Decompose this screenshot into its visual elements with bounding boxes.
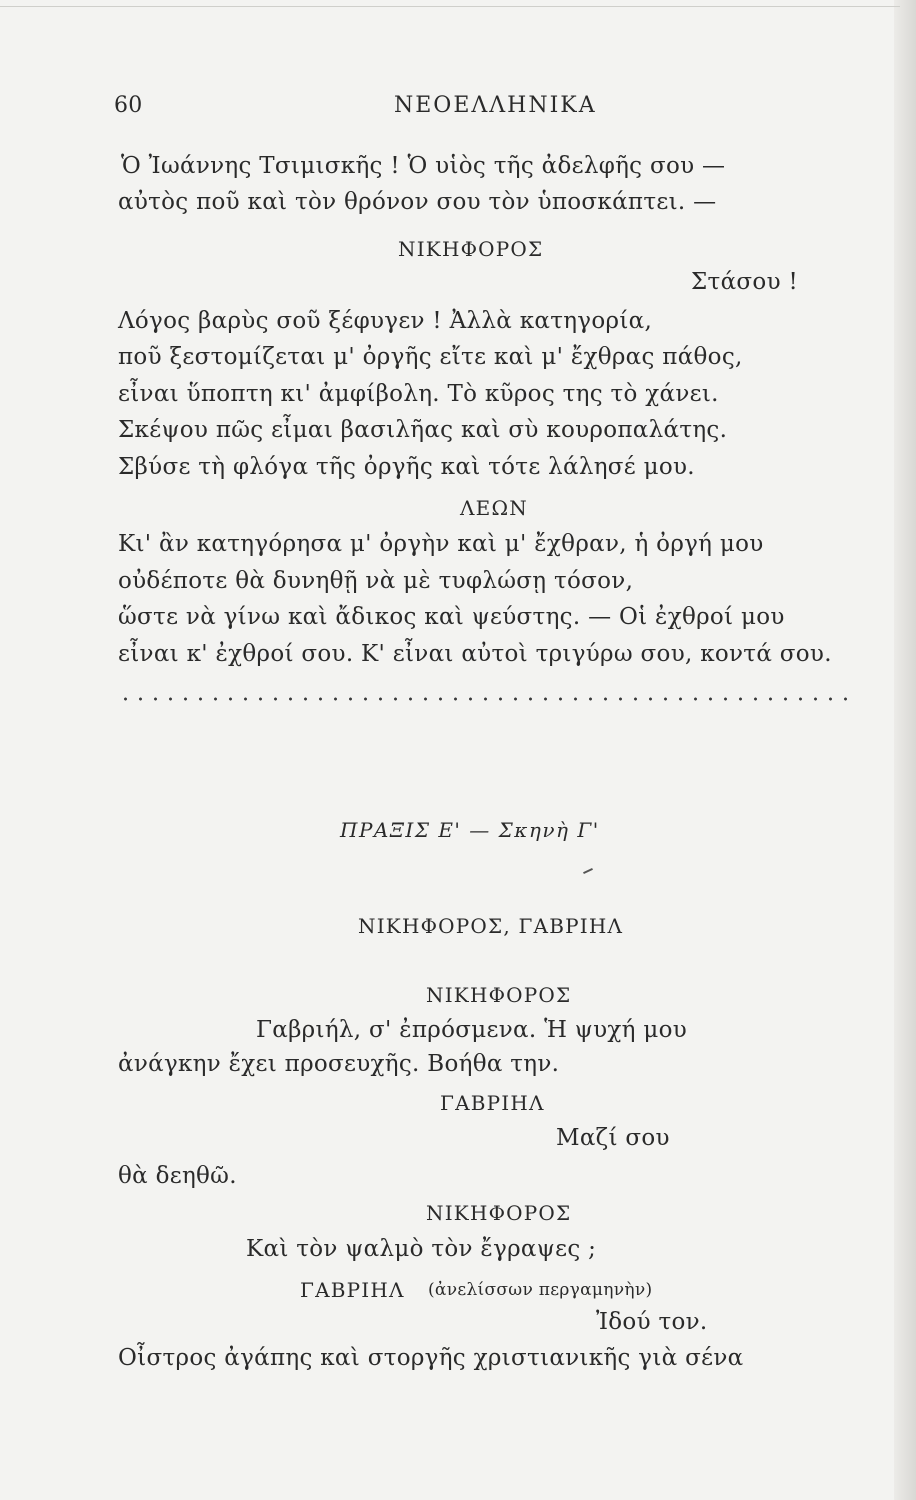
verse-line: Γαβριήλ, σ' ἐπρόσμενα. Ἡ ψυχή μου — [256, 1017, 688, 1043]
scene-characters: ΝΙΚΗΦΟΡΟΣ, ΓΑΒΡΙΗΛ — [358, 914, 624, 938]
speaker-name: ΛΕΩΝ — [460, 496, 528, 520]
dotted-separator — [118, 694, 858, 704]
verse-line: ἀνάγκην ἔχει προσευχῆς. Βοήθα την. — [118, 1051, 560, 1077]
verse-line: Οἶστρος ἀγάπης καὶ στοργῆς χριστιανικῆς γιὰ σένα — [118, 1345, 744, 1371]
verse-line: θὰ δεηθῶ. — [118, 1163, 237, 1189]
verse-line: εἶναι ὕποπτη κι' ἀμφίβολη. Τὸ κῦρος της τὸ χάνει. — [118, 381, 719, 407]
verse-line: ὥστε νὰ γίνω καὶ ἄδικος καὶ ψεύστης. — Οἱ ἐχθροί μου — [118, 604, 785, 630]
speaker-name: ΓΑΒΡΙΗΛ — [300, 1278, 405, 1302]
running-title: ΝΕΟΕΛΛΗΝΙΚΑ — [394, 93, 597, 118]
verse-line: Ὁ Ἰωάννης Τσιμισκῆς ! Ὁ υἱὸς τῆς ἀδελφῆς σου — — [121, 153, 726, 179]
verse-line: Ἰδού τον. — [596, 1309, 708, 1335]
verse-line: Μαζί σου — [556, 1125, 670, 1151]
verse-line: Λόγος βαρὺς σοῦ ξέφυγεν ! Ἀλλὰ κατηγορία, — [118, 308, 653, 334]
verse-line: Σβύσε τὴ φλόγα τῆς ὀργῆς καὶ τότε λάλησέ μου. — [118, 454, 695, 480]
speaker-name: ΝΙΚΗΦΟΡΟΣ — [426, 983, 572, 1007]
top-rule — [0, 6, 900, 7]
verse-line: εἶναι κ' ἐχθροί σου. Κ' εἶναι αὐτοὶ τριγύρω σου, κοντά σου. — [118, 641, 832, 667]
speaker-name: ΝΙΚΗΦΟΡΟΣ — [426, 1201, 572, 1225]
page-edge — [894, 0, 916, 1500]
verse-line: Σκέψου πῶς εἶμαι βασιλῆας καὶ σὺ κουροπαλάτης. — [118, 417, 728, 443]
act-scene-heading: ΠΡΑΞΙΣ Ε' — Σκηνὴ Γ' — [340, 818, 600, 842]
page-number: 60 — [114, 93, 143, 118]
verse-line: ποῦ ξεστομίζεται μ' ὀργῆς εἴτε καὶ μ' ἔχθρας πάθος, — [118, 344, 743, 370]
verse-line: Στάσου ! — [691, 269, 799, 295]
verse-line: οὐδέποτε θὰ δυνηθῇ νὰ μὲ τυφλώσῃ τόσον, — [118, 568, 634, 594]
stage-direction: (ἀνελίσσων περγαμηνὴν) — [428, 1280, 653, 1300]
verse-line: Κι' ἂν κατηγόρησα μ' ὀργὴν καὶ μ' ἔχθραν, ἡ ὀργή μου — [118, 531, 764, 557]
ink-speck — [583, 868, 593, 874]
speaker-name: ΝΙΚΗΦΟΡΟΣ — [398, 237, 544, 261]
verse-line: Καὶ τὸν ψαλμὸ τὸν ἔγραψες ; — [246, 1236, 597, 1262]
verse-line: αὐτὸς ποῦ καὶ τὸν θρόνον σου τὸν ὑποσκάπτει. — — [118, 189, 717, 215]
speaker-name: ΓΑΒΡΙΗΛ — [440, 1091, 545, 1115]
